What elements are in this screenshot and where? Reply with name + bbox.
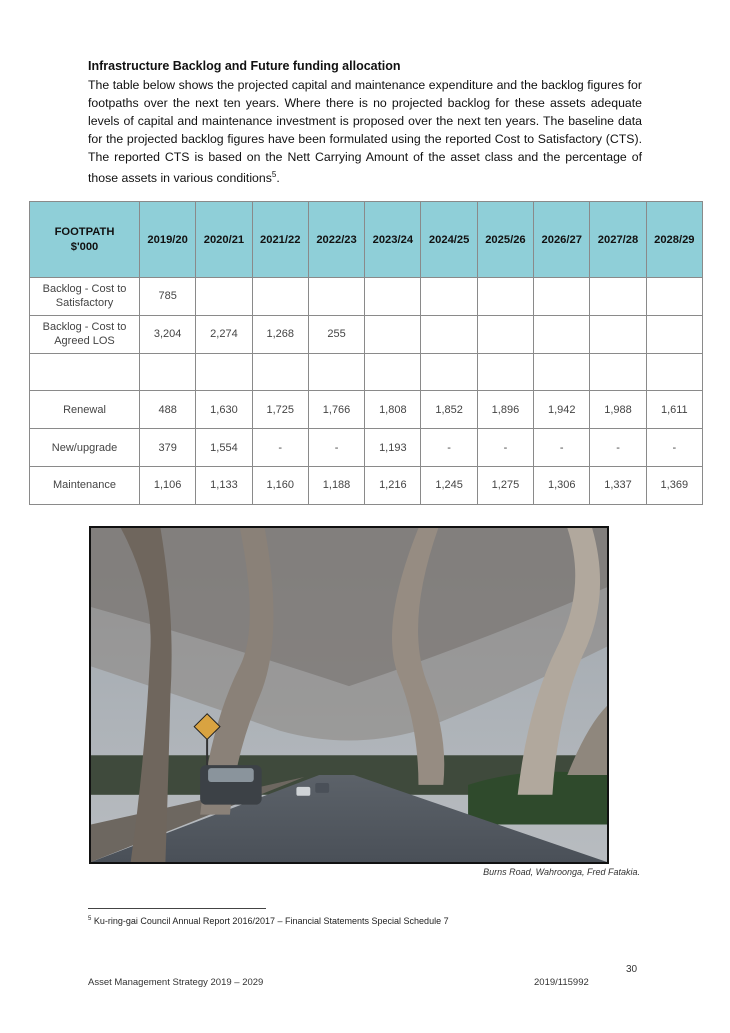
table-row [30,353,703,391]
table-cell [421,315,477,353]
table-cell [421,278,477,316]
table-cell: 1,988 [590,391,646,429]
header-footpath-line2: $'000 [70,240,99,253]
table-cell: 488 [140,391,196,429]
table-cell [140,353,196,391]
header-year: 2020/21 [196,202,252,278]
table-cell [365,315,421,353]
table-cell: 1,766 [308,391,364,429]
table-cell: 1,275 [477,466,533,504]
row-label-line1: Backlog - Cost to [42,283,127,296]
footnote [88,916,449,926]
row-label-line1: Backlog - Cost to [42,321,127,334]
photo-caption: Burns Road, Wahroonga, Fred Fatakia. [483,867,640,877]
table-cell: 1,245 [421,466,477,504]
header-year: 2019/20 [140,202,196,278]
street-photo [89,526,609,864]
table-cell: 1,188 [308,466,364,504]
table-row [30,429,703,467]
table-cell: 1,630 [196,391,252,429]
header-footpath-line1: FOOTPATH [54,225,115,238]
table-row [30,278,703,316]
row-label-line2: Agreed LOS [54,335,115,348]
table-cell [590,278,646,316]
footer-document-title: Asset Management Strategy 2019 – 2029 [88,977,264,988]
table-cell: 255 [308,315,364,353]
table-header-row [30,202,703,278]
table-cell [252,353,308,391]
table-row [30,466,703,504]
row-label-line2: Satisfactory [55,297,114,310]
row-label-line1: Renewal [63,403,106,416]
table-cell [477,278,533,316]
table-cell [196,353,252,391]
intro-paragraph: The table below shows the projected capital and maintenance expenditure and the backlog figures for footpaths over the next ten years. Where there is no projected backlog for these assets adequate levels of capital and maintenance investment is proposed over the next ten years. The baseline data for the projected backlog figures have been formulated using the reported Cost to Satisfactory (CTS). The reported CTS is based on the Nett Carrying Amount of the asset class and the percentage of those assets in various conditions$^5$. [88,78,642,186]
footnote-ref[interactable]: 5 [271,170,277,179]
table-cell: 1,942 [534,391,590,429]
table-cell: 1,852 [421,391,477,429]
table-cell: - [477,429,533,467]
header-year: 2028/29 [646,202,702,278]
intro-paragraph-text: The table below shows the projected capital and maintenance expenditure and the backlog figures for footpaths over the next ten years. Where there is no projected backlog for these assets adequate levels of capital and maintenance investment is proposed over the next ten years. The baseline data for the projected backlog figures have been formulated using the reported Cost to Satisfactory (CTS). The reported CTS is based on the Nett Carrying Amount of the asset class and the percentage of those assets in various conditions [88,78,642,186]
row-label [30,466,140,504]
table-cell [308,353,364,391]
table-cell [534,278,590,316]
table-cell: 379 [140,429,196,467]
table-cell [590,315,646,353]
row-label [30,315,140,353]
header-year: 2024/25 [421,202,477,278]
table-cell: - [646,429,702,467]
table-cell: 1,554 [196,429,252,467]
table-cell: 1,216 [365,466,421,504]
table-cell: 1,133 [196,466,252,504]
table-cell: - [421,429,477,467]
table-cell: 1,611 [646,391,702,429]
header-year: 2026/27 [534,202,590,278]
table-cell [365,353,421,391]
table-row [30,391,703,429]
header-year: 2023/24 [365,202,421,278]
tree-lined-road-image [91,528,607,862]
table-cell: 1,896 [477,391,533,429]
table-cell: 3,204 [140,315,196,353]
table-cell: - [308,429,364,467]
table-cell: 1,306 [534,466,590,504]
footnote-divider [88,908,266,909]
table-cell: 1,725 [252,391,308,429]
table-cell: 1,808 [365,391,421,429]
table-cell [646,278,702,316]
row-label-line1: New/upgrade [51,441,118,454]
header-year: 2022/23 [308,202,364,278]
table-cell [646,353,702,391]
table-cell: 1,369 [646,466,702,504]
table-cell [365,278,421,316]
table-cell: - [252,429,308,467]
header-year: 2025/26 [477,202,533,278]
table-cell: 785 [140,278,196,316]
header-footpath [30,202,140,278]
footpath-backlog-table [29,201,703,505]
table-row [30,315,703,353]
row-label [30,278,140,316]
table-cell: 1,268 [252,315,308,353]
table-cell [590,353,646,391]
table-cell [308,278,364,316]
table-cell: - [590,429,646,467]
row-label-line1: Maintenance [53,479,116,492]
table-cell [477,353,533,391]
row-label [30,353,140,391]
table-cell: 2,274 [196,315,252,353]
table-cell [252,278,308,316]
row-label [30,391,140,429]
table-cell: - [534,429,590,467]
footnote-text: Ku-ring-gai Council Annual Report 2016/2017 – Financial Statements Special Schedule 7 [93,916,449,926]
section-heading: Infrastructure Backlog and Future funding allocation [88,59,401,73]
table-cell: 1,193 [365,429,421,467]
table-cell: 1,337 [590,466,646,504]
table-cell [421,353,477,391]
header-year: 2021/22 [252,202,308,278]
table-cell: 1,160 [252,466,308,504]
table-cell [534,353,590,391]
table-cell [646,315,702,353]
page-number: 30 [626,964,638,975]
row-label [30,429,140,467]
footer-reference-number: 2019/115992 [534,977,589,988]
table-cell [477,315,533,353]
table-cell: 1,106 [140,466,196,504]
table-cell [196,278,252,316]
header-year: 2027/28 [590,202,646,278]
footnote-number: 5 [88,916,92,922]
table-cell [534,315,590,353]
